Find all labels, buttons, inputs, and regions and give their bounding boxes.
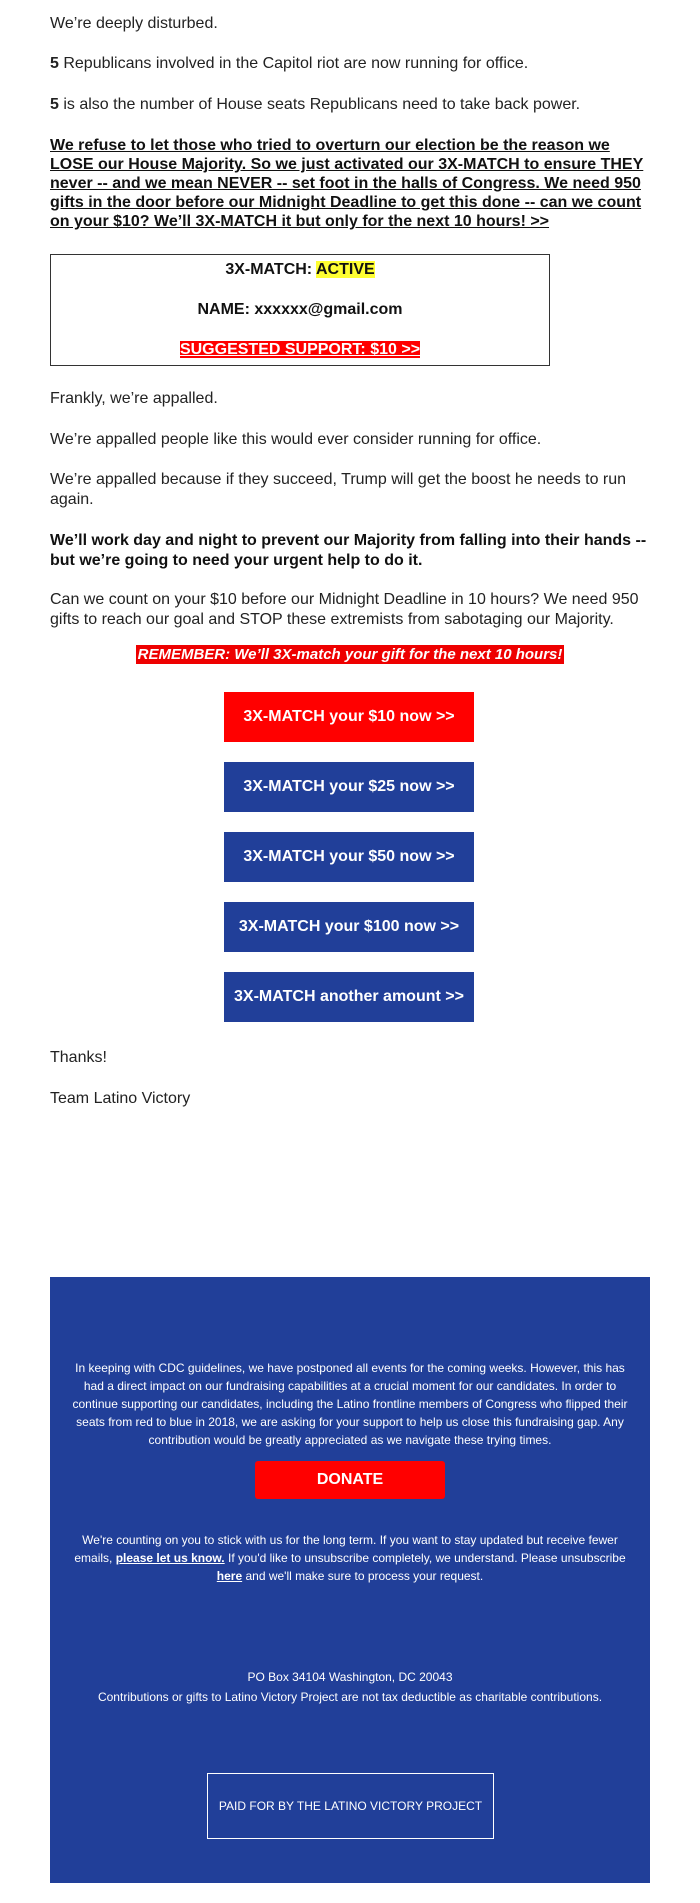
fewer-emails-link[interactable]: please let us know. — [115, 1551, 225, 1565]
paragraph-appalled: Frankly, we’re appalled. — [50, 390, 218, 407]
cdc-notice: In keeping with CDC guidelines, we have postponed all events for the coming weeks. However, this has had a direct impact on our fundraising capabilities at a crucial moment for our candidates. In order to continue supporting our candidates, including the Latino frontline members of Congress who flipped their seats from red to blue in 2018, we are asking for your support to help us close this fundraising gap. Any contribution would be greatly appreciated as we navigate these trying times. — [72, 1361, 628, 1447]
reminder-banner — [0, 646, 700, 664]
tax-disclaimer: Contributions or gifts to Latino Victory Project are not tax deductible as charitable contributions. — [97, 1690, 603, 1704]
paragraph-candidates-text: Republicans involved in the Capitol riot are now running for office. — [58, 55, 529, 72]
reminder-text: REMEMBER: We’ll 3X-match your gift for the next 10 hours! — [137, 646, 563, 663]
number-five: 5 — [50, 55, 59, 72]
mailing-address: PO Box 34104 Washington, DC 20043 — [247, 1670, 453, 1684]
paragraph-seats — [50, 95, 650, 115]
paragraph-seats-text: is also the number of House seats Republicans need to take back power. — [58, 96, 581, 113]
subscription-notice — [72, 1531, 628, 1585]
donate-50-button[interactable]: 3X-MATCH your $50 now >> — [224, 832, 474, 882]
suggested-support-link[interactable]: SUGGESTED SUPPORT: $10 >> — [179, 341, 421, 358]
subscription-text-1: We're counting on you to stick with us for the long term. If you want to stay updated but receive fewer emails, — [74, 1533, 618, 1565]
footer-donate-button[interactable]: DONATE — [255, 1461, 445, 1499]
donate-other-button[interactable]: 3X-MATCH another amount >> — [224, 972, 474, 1022]
donate-100-button[interactable]: 3X-MATCH your $100 now >> — [224, 902, 474, 952]
paragraph-intro: We’re deeply disturbed. — [50, 15, 218, 32]
match-suggested-row — [51, 341, 549, 359]
thanks-text: Thanks! — [50, 1049, 107, 1066]
paragraph-deadline: Can we count on your $10 before our Midnight Deadline in 10 hours? We need 950 gifts to reach our goal and STOP these extremists from sabotaging our Majority. — [50, 591, 639, 628]
subscription-text-3: and we'll make sure to process your request. — [242, 1569, 484, 1583]
number-five: 5 — [50, 96, 59, 113]
match-status: ACTIVE — [315, 261, 375, 278]
paragraph-work: We’ll work day and night to prevent our Majority from falling into their hands -- but we’re going to need your urgent help to do it. — [50, 532, 647, 569]
signature: Team Latino Victory — [50, 1090, 191, 1107]
paragraph-appalled-people: We’re appalled people like this would ever consider running for office. — [50, 431, 542, 448]
donate-10-button[interactable]: 3X-MATCH your $10 now >> — [224, 692, 474, 742]
appeal-link[interactable]: We refuse to let those who tried to overturn our election be the reason we LOSE our House Majority. So we just activated our 3X-MATCH to ensure THEY never -- and we mean NEVER -- set foot in the halls of Congress. We need 950 gifts in the door before our Midnight Deadline to get this done -- can we count on your $10? We’ll 3X-MATCH it but only for the next 10 hours! >> — [50, 137, 644, 230]
subscription-text-2: If you'd like to unsubscribe completely, we understand. Please unsubscribe — [224, 1551, 626, 1565]
match-box — [50, 254, 550, 366]
donate-25-button[interactable]: 3X-MATCH your $25 now >> — [224, 762, 474, 812]
unsubscribe-link[interactable]: here — [216, 1569, 243, 1583]
paid-for-disclaimer: PAID FOR BY THE LATINO VICTORY PROJECT — [207, 1773, 494, 1839]
match-status-row — [51, 261, 549, 279]
match-name-row: NAME: xxxxxx@gmail.com — [197, 301, 403, 318]
paragraph-candidates — [50, 54, 650, 74]
footer — [50, 1277, 650, 1883]
paragraph-appalled-trump: We’re appalled because if they succeed, Trump will get the boost he needs to run again. — [50, 471, 627, 508]
match-label: 3X-MATCH: — [225, 261, 316, 278]
